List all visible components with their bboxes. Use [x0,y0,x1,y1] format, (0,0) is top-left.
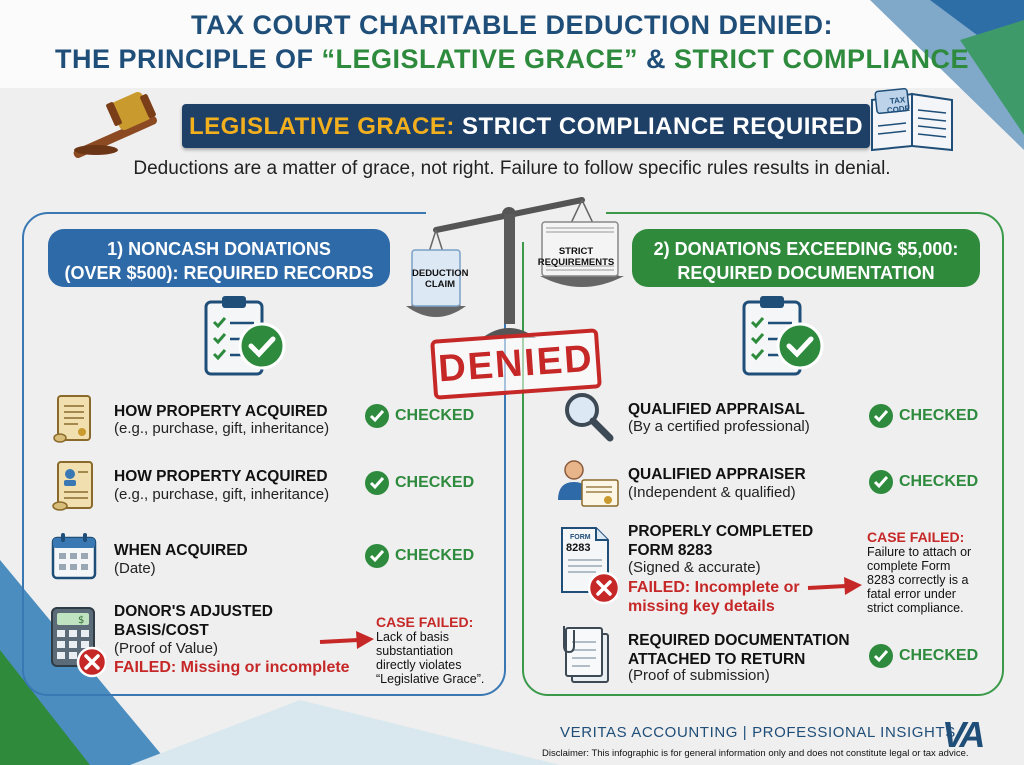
left-item-3-subtitle: (Date) [114,560,156,577]
tax-code-label: TAX CODE [886,95,911,116]
title-prefix: THE PRINCIPLE OF [54,44,322,74]
left-item-1-title: HOW PROPERTY ACQUIRED [114,403,328,420]
magnifying-glass-icon [560,390,616,444]
check-circle-icon [868,643,894,669]
right-item-4-subtitle: (Proof of submission) [628,667,770,684]
left-item-4-failed: FAILED: Missing or incomplete [114,659,350,676]
form-number: 8283 [566,542,591,554]
va-logo: VA [942,714,982,755]
banner-rest: STRICT COMPLIANCE REQUIRED [454,113,864,140]
banner-text [182,113,870,141]
footer-brand: VERITAS ACCOUNTING | PROFESSIONAL INSIGHTS [560,724,956,741]
check-circle-icon [364,543,390,569]
right-item-2-status: CHECKED [899,473,979,490]
form-label: FORM [570,534,591,541]
title-amp: & [638,44,675,74]
calendar-icon [50,532,98,582]
title-end: STRICT COMPLIANCE [674,44,970,74]
left-item-1-status: CHECKED [395,407,475,424]
right-item-3-subtitle: (Signed & accurate) [628,559,761,576]
right-case-failed-title: CASE FAILED: [867,529,965,545]
large-donations-heading: 2) DONATIONS EXCEEDING $5,000: REQUIRED DOCUMENTATION [632,229,980,287]
clipboard-check-icon [198,292,290,384]
left-case-failed-title: CASE FAILED: [376,614,474,630]
right-item-1-title: QUALIFIED APPRAISAL [628,401,805,418]
certificate-scroll-icon [48,458,100,512]
right-item-1-subtitle: (By a certified professional) [628,418,810,435]
right-item-3-title: PROPERLY COMPLETED FORM 8283 [628,523,814,559]
clipboard-check-icon [736,292,828,384]
left-item-2-status: CHECKED [395,474,475,491]
page-title-line-2 [0,44,1024,75]
calculator-icon [48,606,106,680]
bottom-wave [130,700,560,765]
left-item-4-title: DONOR'S ADJUSTED BASIS/COST [114,603,273,639]
gavel-icon [66,88,176,158]
right-item-2-title: QUALIFIED APPRAISER [628,466,806,483]
left-item-3-title: WHEN ACQUIRED [114,542,248,559]
check-circle-icon [868,469,894,495]
left-item-3-status: CHECKED [395,547,475,564]
appraiser-certificate-icon [556,456,620,508]
subtitle: Deductions are a matter of grace, not right. Failure to follow specific rules results in denial. [133,158,891,179]
right-item-2-subtitle: (Independent & qualified) [628,484,796,501]
title-highlight: “LEGISLATIVE GRACE” [321,44,639,74]
left-item-2-subtitle: (e.g., purchase, gift, inheritance) [114,486,330,503]
left-case-failed-text: Lack of basis substantiation directly violates “Legislative Grace”. [376,630,485,686]
left-item-4-subtitle: (Proof of Value) [114,640,218,657]
compliance-banner [182,104,870,148]
right-item-4-title: REQUIRED DOCUMENTATION ATTACHED TO RETURN [628,632,850,668]
svg-text:$: $ [78,615,85,626]
disclaimer: Disclaimer: This infographic is for general information only and does not constitute legal or tax advice. [542,748,969,759]
check-circle-icon [364,470,390,496]
right-item-4-status: CHECKED [899,647,979,664]
right-case-failed-text: Failure to attach or complete Form 8283 correctly is a fatal error under strict compliance. [867,545,972,615]
left-item-1-subtitle: (e.g., purchase, gift, inheritance) [114,420,330,437]
left-item-2-title: HOW PROPERTY ACQUIRED [114,468,328,485]
strict-requirements-label: STRICT REQUIREMENTS [537,246,615,268]
scroll-deed-icon [50,392,98,444]
attached-documents-icon [558,624,618,688]
noncash-donations-heading: 1) NONCASH DONATIONS (OVER $500): REQUIRED RECORDS [48,229,390,287]
check-circle-icon [868,403,894,429]
red-arrow-icon [806,575,864,599]
red-arrow-icon [318,628,376,652]
denied-stamp: DENIED [430,328,602,400]
deduction-claim-label: DEDUCTION CLAIM [412,268,469,290]
right-item-3-failed: FAILED: Incomplete or missing key details [628,579,800,615]
check-circle-icon [364,403,390,429]
page-title-line-1: TAX COURT CHARITABLE DEDUCTION DENIED: [191,10,833,40]
banner-highlight: LEGISLATIVE GRACE: [188,113,455,140]
right-item-1-status: CHECKED [899,407,979,424]
